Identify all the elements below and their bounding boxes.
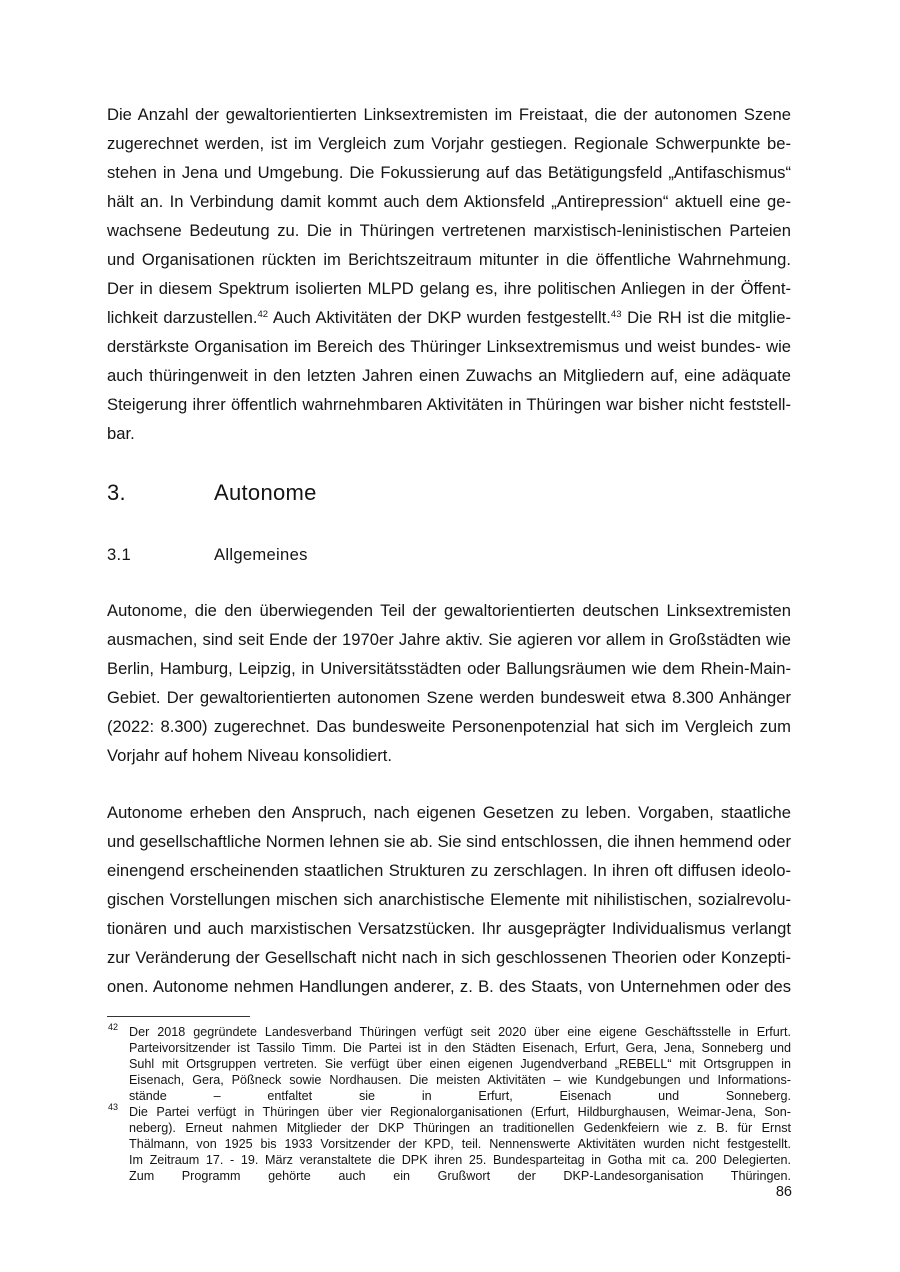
text-line: auch thüringenweit in den letzten Jahren einen Zuwachs an Mitgliedern auf, eine adäquate — [107, 366, 791, 385]
text-segment: lichkeit darzustellen. — [107, 308, 258, 327]
footnote-line: Die Partei verfügt in Thüringen über vier Regionalorganisationen (Erfurt, Hildburghausen, Weimar-Jena, Son- — [129, 1105, 791, 1119]
footnote-line: Zum Programm gehörte auch ein Grußwort der DKP-Landesorganisation Thüringen. — [129, 1169, 791, 1183]
text-line: Der in diesem Spektrum isolierten MLPD gelang es, ihre politischen Anliegen in der Öffent- — [107, 279, 791, 298]
footnote-mark: 42 — [108, 1022, 119, 1032]
footnote-line: Der 2018 gegründete Landesverband Thüringen verfügt seit 2020 über eine eigene Geschäftsstelle in Erfurt. — [129, 1025, 791, 1039]
text-line: stehen in Jena und Umgebung. Die Fokussierung auf das Betätigungsfeld „Antifaschismus“ — [107, 163, 791, 182]
footnote-line: stände – entfaltet sie in Erfurt, Eisenach und Sonneberg. — [129, 1089, 791, 1103]
footnote-line: Suhl mit Ortsgruppen vertreten. Sie verfügt über einen eigenen Jugendverband „REBELL“ mit Ortsgruppen in — [129, 1057, 791, 1071]
footnote-separator — [107, 1016, 250, 1017]
footnote-line: Im Zeitraum 17. - 19. März veranstaltete die DPK ihren 25. Bundesparteitag in Gotha mit ca. 200 Delegierten. — [129, 1153, 791, 1167]
text-line: wachsene Bedeutung zu. Die in Thüringen vertretenen marxistisch-leninistischen Parteien — [107, 221, 791, 240]
text-line: bar. — [107, 424, 135, 443]
text-segment: Die RH ist die mitglie- — [621, 308, 791, 327]
text-segment: Auch Aktivitäten der DKP wurden festgestellt. — [268, 308, 611, 327]
text-line: Gebiet. Der gewaltorientierten autonomen Szene werden bundesweit etwa 8.300 Anhänger — [107, 688, 791, 707]
text-line: gischen Vorstellungen mischen sich anarchistische Elemente mit nihilistischen, sozialrevolu- — [107, 890, 791, 909]
footnote-line: Eisenach, Gera, Pößneck sowie Nordhausen. Die meisten Aktivitäten – wie Kundgebungen und Informations- — [129, 1073, 791, 1087]
footnote-ref-42[interactable]: 42 — [257, 309, 269, 320]
text-line: und Organisationen rückten im Berichtszeitraum mitunter in die öffentliche Wahrnehmung. — [107, 250, 791, 269]
text-line: Steigerung ihrer öffentlich wahrnehmbaren Aktivitäten in Thüringen war bisher nicht feststell- — [107, 395, 791, 414]
text-line: ausmachen, sind seit Ende der 1970er Jahre aktiv. Sie agieren vor allem in Großstädten wie — [107, 630, 791, 649]
text-line: zugerechnet werden, ist im Vergleich zum Vorjahr gestiegen. Regionale Schwerpunkte be- — [107, 134, 791, 153]
page-number: 86 — [775, 1184, 792, 1200]
subsection-number: 3.1 — [107, 545, 131, 564]
subsection-title: Allgemeines — [214, 545, 308, 564]
section-title: Autonome — [214, 480, 317, 505]
text-line: und gesellschaftliche Normen lehnen sie ab. Sie sind entschlossen, die ihnen hemmend oder — [107, 832, 791, 851]
footnote-mark: 43 — [108, 1102, 119, 1112]
text-line: Vorjahr auf hohem Niveau konsolidiert. — [107, 746, 393, 765]
text-line: derstärkste Organisation im Bereich des Thüringer Linksextremismus und weist bundes- wie — [107, 337, 791, 356]
text-line: zur Veränderung der Gesellschaft nicht nach in sich geschlossenen Theorien oder Konzepti- — [107, 948, 791, 967]
text-line: hält an. In Verbindung damit kommt auch dem Aktionsfeld „Antirepression“ aktuell eine ge- — [107, 192, 791, 211]
text-line: einengend erscheinenden staatlichen Strukturen zu zerschlagen. In ihren oft diffusen ideolo- — [107, 861, 791, 880]
text-line — [107, 308, 791, 328]
footnote-line: Parteivorsitzender ist Tassilo Timm. Die Partei ist in den Städten Eisenach, Erfurt, Gera, Jena, Sonneberg und — [129, 1041, 791, 1055]
text-line: Die Anzahl der gewaltorientierten Linksextremisten im Freistaat, die der autonomen Szene — [107, 105, 791, 124]
footnote-line: Thälmann, von 1925 bis 1933 Vorsitzender der KPD, teil. Nennenswerte Aktivitäten wurden nicht festgestellt. — [129, 1137, 791, 1151]
text-line: Berlin, Hamburg, Leipzig, in Universitätsstädten oder Ballungsräumen wie dem Rhein-Main- — [107, 659, 791, 678]
text-line: tionären und auch marxistischen Versatzstücken. Ihr ausgeprägter Individualismus verlangt — [107, 919, 791, 938]
footnote-ref-43[interactable]: 43 — [610, 309, 622, 320]
footnote-line: neberg). Erneut nahmen Mitglieder der DKP Thüringen an traditionellen Gedenkfeiern wie z. B. für Ernst — [129, 1121, 791, 1135]
text-line: onen. Autonome nehmen Handlungen anderer, z. B. des Staats, von Unternehmen oder des — [107, 977, 791, 996]
text-line: Autonome, die den überwiegenden Teil der gewaltorientierten deutschen Linksextremisten — [107, 601, 791, 620]
text-line: (2022: 8.300) zugerechnet. Das bundesweite Personenpotenzial hat sich im Vergleich zum — [107, 717, 791, 736]
section-number: 3. — [107, 480, 126, 505]
text-line: Autonome erheben den Anspruch, nach eigenen Gesetzen zu leben. Vorgaben, staatliche — [107, 803, 791, 822]
